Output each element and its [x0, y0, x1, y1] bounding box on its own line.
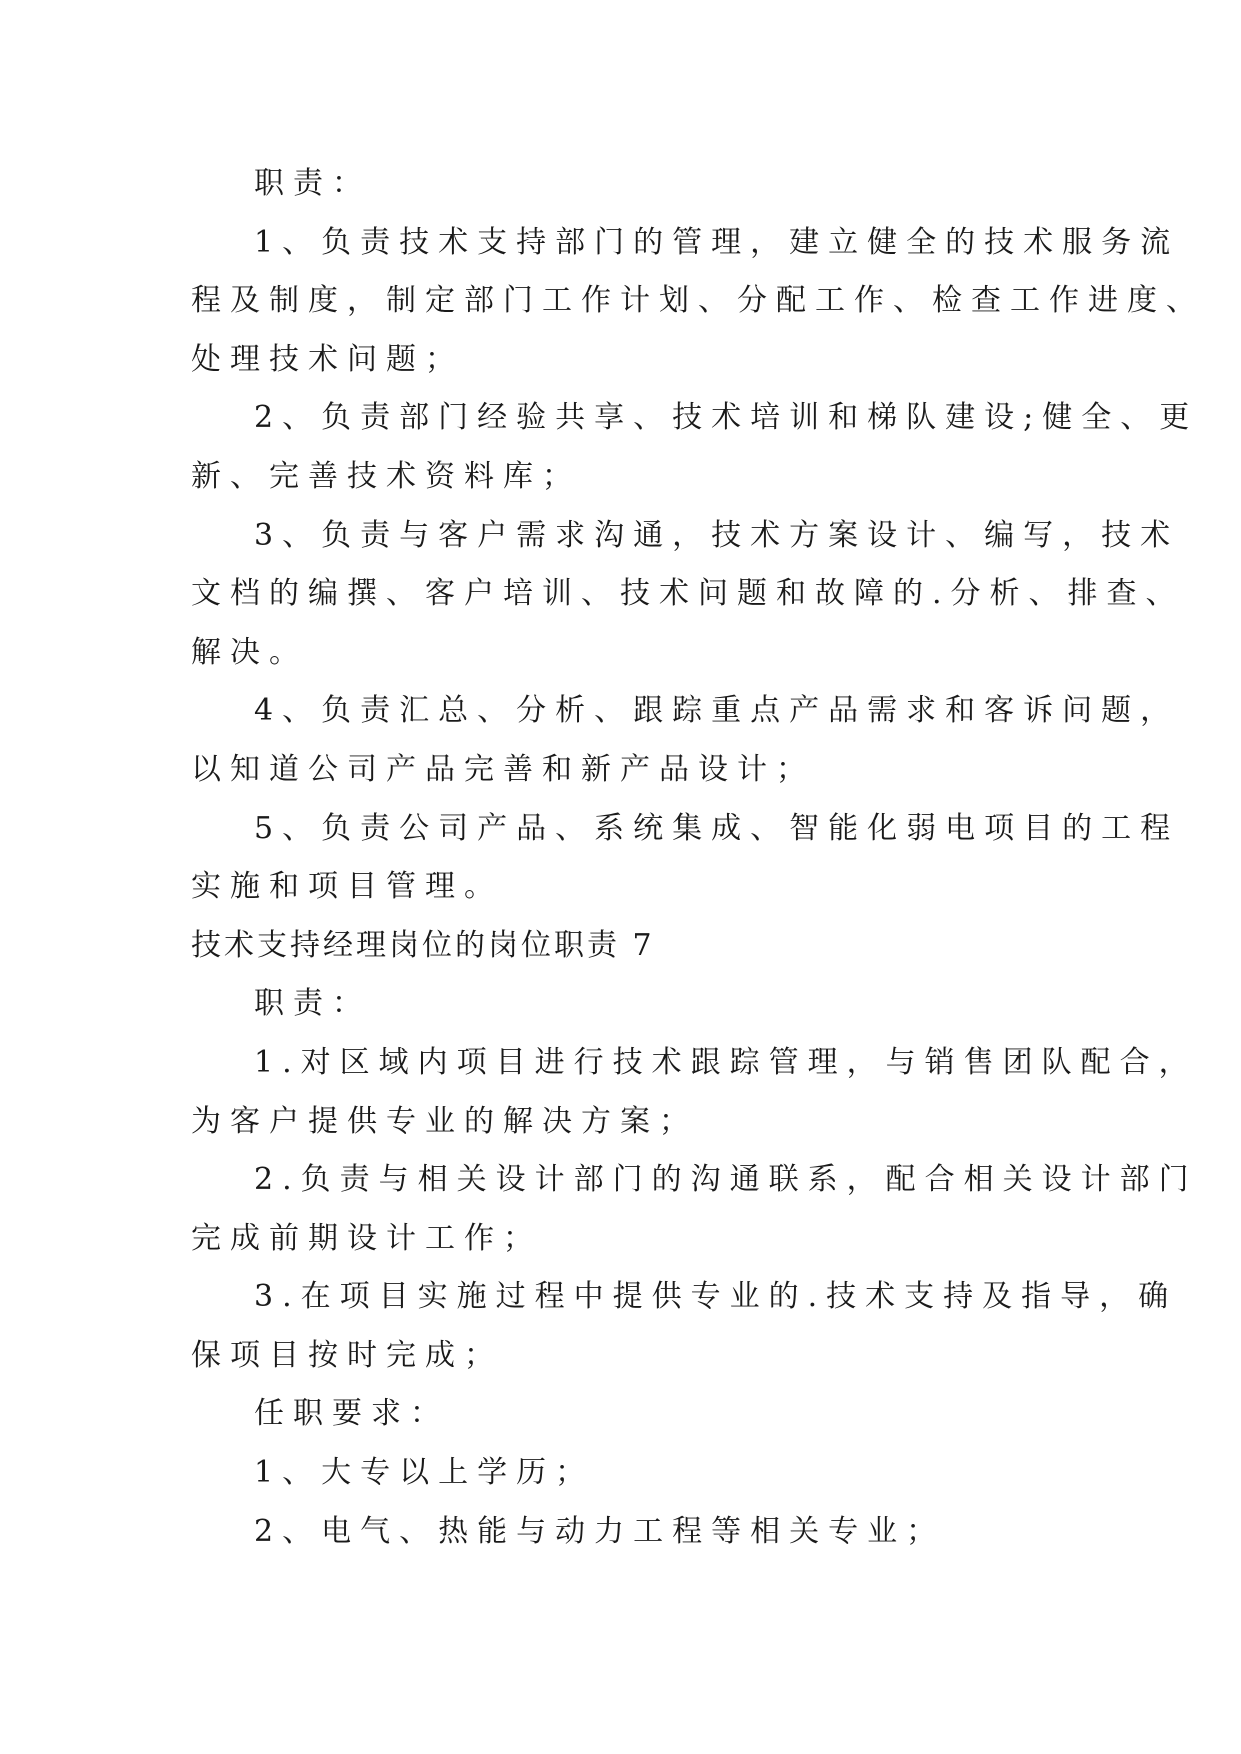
- paragraph-line: 实施和项目管理。: [191, 869, 503, 905]
- paragraph-line: 2.负责与相关设计部门的沟通联系，配合相关设计部门: [254, 1162, 1198, 1198]
- section-label-duties: 职责：: [254, 986, 371, 1022]
- paragraph-line: 程及制度，制定部门工作计划、分配工作、检查工作进度、: [191, 283, 1205, 319]
- paragraph-line: 3.在项目实施过程中提供专业的.技术支持及指导，确: [254, 1279, 1178, 1315]
- paragraph-line: 以知道公司产品完善和新产品设计；: [191, 751, 815, 787]
- paragraph-line: 1、负责技术支持部门的管理，建立健全的技术服务流: [254, 224, 1180, 260]
- section-label-duties: 职责：: [254, 166, 371, 201]
- paragraph-line: 2、电气、热能与动力工程等相关专业；: [254, 1513, 946, 1549]
- section-label-requirements: 任职要求：: [254, 1396, 449, 1432]
- document-body: [191, 155, 1205, 1561]
- paragraph-line: 处理技术问题；: [191, 341, 464, 377]
- paragraph-line: 5、负责公司产品、系统集成、智能化弱电项目的工程: [254, 810, 1180, 846]
- section-heading: 技术支持经理岗位的岗位职责 7: [191, 927, 655, 963]
- paragraph-line: 完成前期设计工作；: [191, 1220, 542, 1256]
- paragraph-line: 为客户提供专业的解决方案；: [191, 1103, 698, 1139]
- paragraph-line: 保项目按时完成；: [191, 1337, 503, 1373]
- paragraph-line: 文档的编撰、客户培训、技术问题和故障的.分析、排查、: [191, 576, 1185, 612]
- paragraph-line: 解决。: [191, 634, 308, 670]
- paragraph-line: 2、负责部门经验共享、技术培训和梯队建设;健全、更: [254, 400, 1199, 436]
- paragraph-line: 1、大专以上学历；: [254, 1455, 595, 1491]
- paragraph-line: 新、完善技术资料库；: [191, 458, 581, 494]
- paragraph-line: 3、负责与客户需求沟通，技术方案设计、编写，技术: [254, 517, 1180, 553]
- paragraph-line: 1.对区域内项目进行技术跟踪管理，与销售团队配合，: [254, 1044, 1198, 1080]
- paragraph-line: 4、负责汇总、分析、跟踪重点产品需求和客诉问题，: [254, 693, 1180, 729]
